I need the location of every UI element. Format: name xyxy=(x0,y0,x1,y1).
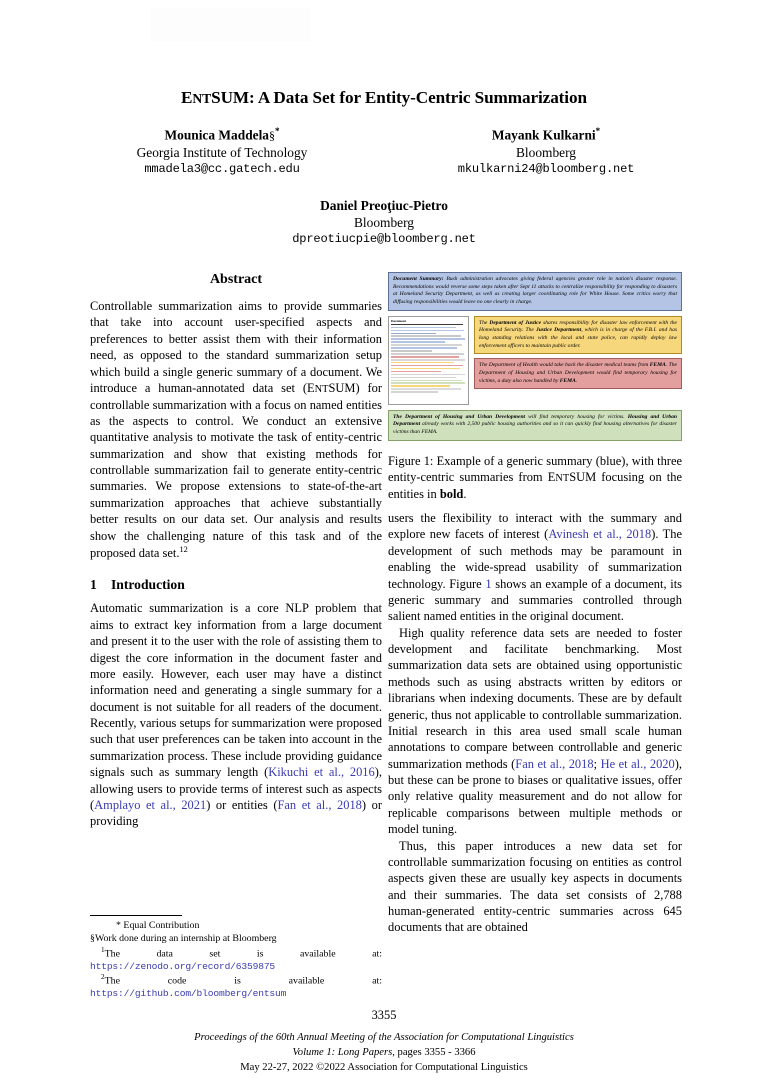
abstract-entsum-e: E xyxy=(307,380,315,395)
thumb-line xyxy=(391,371,441,373)
figure-middle-row xyxy=(388,316,682,405)
right-p2-text-a: High quality reference data sets are needed to foster development and facilitate benchmarking. Most summarization data sets are obtained using opportunistic methods such as using abstracts written by editors or librarians when indexing documents. These are by default generic, thus not applicable to controllable summarization. Initial research in this area used small scale human annotations to compare between controllable and generic summarization methods ( xyxy=(388,625,682,771)
justice-text-c: , which is in charge of the F.B.I. and has long standing relations with the local and state police, can rapidly deploy law enforcement officers to maintain public order. xyxy=(479,327,678,349)
section-heading-introduction xyxy=(90,577,382,593)
footnote-1-text: The data set is available at: xyxy=(104,947,382,959)
author-2-affiliation: Bloomberg xyxy=(515,144,576,160)
title-text-b: SUM: A Data Set for Entity-Centric Summarization xyxy=(211,88,587,107)
justice-text-b: shares responsibility for disaster law enforcement with the Homeland Security. The xyxy=(479,319,677,334)
abstract-entsum-nt: NT xyxy=(314,383,329,395)
page-watermark xyxy=(150,8,310,42)
document-summary-text: Bush administration advocates giving federal agencies greater role in nation's disaster response. Recommendations would reverse some steps taken after Sept 11 attacks to centralize responsibility for responding to disasters at Homeland Security Department, as well as creating larger coordinating role for White House. Some critics worry that diffusing responsibilities would leave no one clearly in charge. xyxy=(393,276,677,306)
section-title: Introduction xyxy=(111,577,185,593)
justice-entity-1: Department of Justice xyxy=(489,319,542,326)
right-column xyxy=(388,510,682,936)
thumb-line xyxy=(391,368,460,370)
thumb-line xyxy=(391,333,436,335)
hud-text-b: already works with 2,500 public housing authorities and so it can quickly find housing alternatives for disaster victims than FEMA. xyxy=(393,421,677,436)
citation-avinesh[interactable]: Avinesh et al., 2018 xyxy=(548,527,652,542)
thumb-line xyxy=(391,335,461,337)
document-thumbnail xyxy=(388,316,469,405)
abstract-body xyxy=(90,298,382,561)
thumb-line xyxy=(391,324,463,326)
abstract-text-a: Controllable summarization aims to provide summaries that take into account user-specified aspects and preferences to better assist them with their information need, as opposed to the standard summarization setup which build a single generic summary of a document. We introduce a human-annotated data set ( xyxy=(90,299,382,395)
footer-volume-line xyxy=(0,1045,768,1060)
intro-paragraph-1 xyxy=(90,600,382,829)
figure-entity-summaries xyxy=(474,316,682,390)
thumb-line xyxy=(391,391,438,393)
fema-text-a: The Department of Health would take back the disaster medical teams from xyxy=(479,362,650,369)
footnote-internship: §Work done during an internship at Bloomberg xyxy=(90,932,277,944)
right-paragraph-2 xyxy=(388,625,682,838)
caption-bold-word: bold xyxy=(439,487,464,502)
fema-text-c: . xyxy=(575,377,578,384)
left-column xyxy=(90,272,382,830)
caption-text-a: Figure 1: Example of a generic summary (blue), with three entity-centric summaries from xyxy=(388,454,682,485)
right-paragraph-3: Thus, this paper introduces a new data set for controllable summarization focusing on entities as control aspects given these are usually key aspects in documents and their summaries. The data set consists of 2,788 human-generated entity-centric summaries across 645 documents that are obtained xyxy=(388,838,682,935)
fema-entity-1: FEMA xyxy=(649,362,666,369)
caption-entsum-nt: NT xyxy=(555,473,570,485)
author-name-1 xyxy=(72,126,372,144)
intro-text-a: Automatic summarization is a core NLP problem that aims to extract key information from a large document and present it to the user with the role of assisting them to digest the core information in the document faster and more easily. However, each user may have a distinct information need and generating a single summary for a document is not suitable for all readers of the document. Recently, various setups for summarization were proposed such that user preferences can be taken into account in the summarization process. These include providing guidance signals such as summary length ( xyxy=(90,601,382,780)
figure-justice-summary-box xyxy=(474,316,682,355)
abstract-heading: Abstract xyxy=(209,272,263,287)
caption-entsum-e: E xyxy=(547,470,556,485)
author-1-star: * xyxy=(275,126,280,136)
caption-text-b: focusing on the entities in xyxy=(388,470,682,502)
footnote-1-marker: 1 xyxy=(101,945,105,954)
thumb-line xyxy=(391,359,465,361)
author-1-label: Mounica Maddela xyxy=(164,127,270,143)
thumb-line xyxy=(391,341,445,343)
thumb-line xyxy=(391,356,459,358)
thumb-line xyxy=(391,344,462,346)
thumb-line xyxy=(391,377,456,379)
figure-fema-summary-box xyxy=(474,358,682,389)
intro-text-d: ) or providing xyxy=(90,797,382,829)
thumbnail-title: Document xyxy=(391,318,406,323)
abstract-entsum-sum: SUM xyxy=(328,380,356,395)
footer-volume-italic: Volume 1: Long Papers xyxy=(292,1047,393,1059)
author-1-email: mmadela3@cc.gatech.edu xyxy=(144,161,300,176)
right-paragraph-continued xyxy=(388,510,682,625)
author-row xyxy=(72,126,696,177)
footnote-divider xyxy=(90,915,182,916)
abstract-footnote-marks: 12 xyxy=(179,544,188,554)
thumb-line xyxy=(391,380,462,382)
document-summary-label: Document Summary: xyxy=(393,276,444,282)
intro-text-b: ), allowing users to provide terms of interest such as aspects ( xyxy=(90,765,382,812)
footnote-equal-contribution: * Equal Contribution xyxy=(116,920,200,931)
footnote-2-text: The code is available at: xyxy=(104,975,382,987)
thumb-line xyxy=(391,350,432,352)
footnote-2 xyxy=(90,973,382,1001)
citation-fan-2018b[interactable]: Fan et al., 2018 xyxy=(515,756,594,771)
caption-entsum-sum: SUM xyxy=(569,470,597,485)
fema-entity-2: FEMA xyxy=(559,377,576,384)
right-text-b: ). The development of such methods may be paramount in enabling the wide-spread usability of summarization technology. Figure xyxy=(388,527,683,591)
right-text-a: users the flexibility to interact with the summary and explore new facets of interest ( xyxy=(388,511,682,542)
footnote-1 xyxy=(90,946,382,974)
page-number: 3355 xyxy=(371,1008,397,1022)
page-title xyxy=(60,88,708,108)
author-block-1 xyxy=(72,126,372,177)
intro-text-c: ) or entities ( xyxy=(206,797,278,812)
justice-entity-2: Justice Department xyxy=(535,327,582,334)
footnotes-block xyxy=(90,915,382,1001)
title-smallcaps: NT xyxy=(192,91,212,106)
figure-1-caption xyxy=(388,453,682,502)
footer-volume-pages: , pages 3355 - 3366 xyxy=(392,1047,476,1059)
right-text-c: shows an example of a document, its generic summary and summaries controlled through salient named entities in the original document. xyxy=(388,576,682,624)
section-number: 1 xyxy=(90,577,97,593)
hud-entity-2: Housing and Urban Department xyxy=(393,413,677,428)
citation-he-2020[interactable]: He et al., 2020 xyxy=(600,756,675,771)
author-2-label: Mayank Kulkarni xyxy=(491,127,596,143)
footnote-2-marker: 2 xyxy=(101,973,105,982)
justice-text-a: The xyxy=(479,319,490,326)
thumb-line xyxy=(391,365,463,367)
footer-proceedings-line: Proceedings of the 60th Annual Meeting of the Association for Computational Linguistics xyxy=(194,1032,574,1043)
fema-text-b: . The Department of Housing and Urban Development would find temporary housing for victims, a duty also now handled by xyxy=(479,362,677,384)
author-2-star: * xyxy=(595,126,601,136)
footnote-1-url[interactable]: https://zenodo.org/record/6359875 xyxy=(90,960,276,972)
thumb-line xyxy=(391,374,465,376)
figure-document-summary-box xyxy=(388,272,682,311)
caption-text-c: . xyxy=(463,487,467,502)
thumb-line xyxy=(391,353,464,355)
page-footer xyxy=(0,1030,768,1075)
author-1-affiliation: Georgia Institute of Technology xyxy=(136,144,308,160)
thumb-line xyxy=(391,362,454,364)
citation-fan-2018a[interactable]: Fan et al., 2018 xyxy=(277,797,362,812)
right-p2-text-b: ), but these can be prone to biases or qualitative issues, offer only relative quality measurement and do not allow for replicable comparisons between multiple methods or model tuning. xyxy=(388,756,683,837)
author-name-3: Daniel Preoţiuc-Pietro xyxy=(320,198,448,213)
author-block-2 xyxy=(396,126,696,177)
figure-reference-link[interactable]: 1 xyxy=(485,576,492,591)
author-2-email: mkulkarni24@bloomberg.net xyxy=(457,161,635,176)
abstract-text-b: ) for controllable summarization with a focus on named entities as the aspects to control. We conduct an extensive quantitative analysis to motivate the task of entity-centric summarization and show that existing methods for controllable summarization fail to generate entity-centric summaries. We propose extensions to state-of-the-art summarization approaches that achieve substantially better results on our data set. Our analysis and results show the challenging nature of this task and of the proposed data set. xyxy=(90,380,382,561)
citation-amplayo[interactable]: Amplayo et al., 2021 xyxy=(94,797,207,812)
hud-text-a: will find temporary housing for victims. xyxy=(525,413,628,420)
author-3-email: dpreotiucpie@bloomberg.net xyxy=(292,232,476,247)
author-name-2 xyxy=(396,126,696,144)
author-1-symbol: § xyxy=(269,128,276,143)
citation-kikuchi[interactable]: Kikuchi et al., 2016 xyxy=(268,765,375,780)
figure-1 xyxy=(388,272,682,441)
footnote-2-url[interactable]: https://github.com/bloomberg/entsum xyxy=(90,988,287,1000)
thumb-line xyxy=(391,347,457,349)
thumb-line xyxy=(391,327,456,329)
title-text-a: E xyxy=(181,88,193,107)
figure-hud-summary-box xyxy=(388,410,682,441)
thumb-line xyxy=(391,330,464,332)
thumb-line xyxy=(391,385,450,387)
hud-entity-1: The Department of Housing and Urban Development xyxy=(393,413,526,420)
author-block-3 xyxy=(234,197,534,248)
right-p2-sep: ; xyxy=(593,756,601,771)
footer-copyright-line: May 22-27, 2022 ©2022 Association for Computational Linguistics xyxy=(240,1062,528,1074)
thumb-line xyxy=(391,382,465,384)
thumb-line xyxy=(391,338,465,340)
author-3-affiliation: Bloomberg xyxy=(353,215,414,231)
thumb-line xyxy=(391,388,461,390)
